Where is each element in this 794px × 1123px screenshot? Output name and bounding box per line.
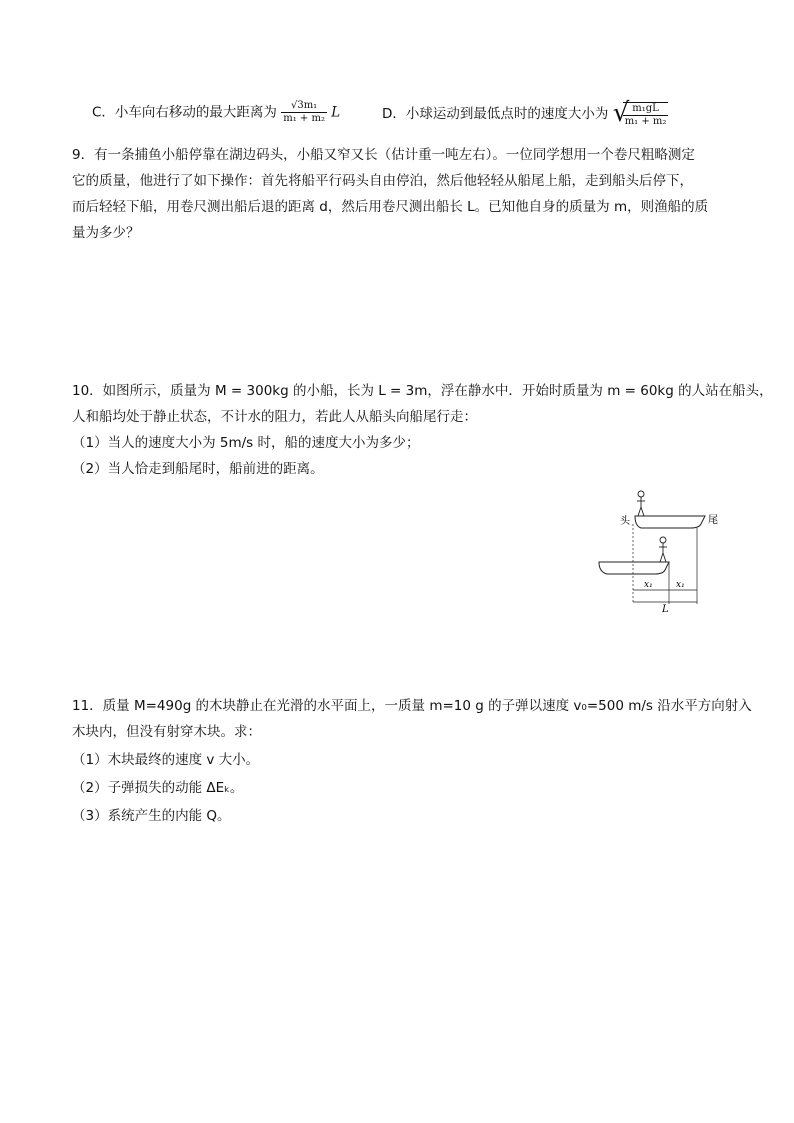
lower-boat xyxy=(599,562,669,574)
q9-line: 它的质量，他进行了如下操作：首先将船平行码头自由停泊，然后他轻轻从船尾上船，走到船头后停下， xyxy=(72,173,693,189)
q9-line: 量为多少？ xyxy=(72,225,140,241)
q11-line: （2）子弹损失的动能 ΔEₖ。 xyxy=(72,780,244,796)
q10-line: 10．如图所示，质量为 M = 300kg 的小船，长为 L = 3m，浮在静水中．开始时质量为 m = 60kg 的人站在船头， xyxy=(72,383,773,399)
label-x-boat: x₁ xyxy=(644,580,653,590)
q11-line: 11．质量 M=490g 的木块静止在光滑的水平面上，一质量 m=10 g 的子弹以速度 v₀=500 m/s 沿水平方向射入 xyxy=(72,698,752,714)
person-standing-tail xyxy=(659,537,667,562)
q10-line: （2）当人恰走到船尾时，船前进的距离。 xyxy=(72,461,324,477)
q8-option-c-fraction: $\frac{\text{√3m₁}}{\text{m₁ + m₂}}$ xyxy=(283,100,325,124)
boat-person-diagram xyxy=(595,486,725,614)
q8-option-c: C．小车向右移动的最大距离为 $\frac{\text{√3m₁}}{\text{m₁ + m₂}}$ L xyxy=(92,100,341,124)
upper-boat xyxy=(635,516,705,528)
q8-option-d: D．小球运动到最低点时的速度大小为 √ $\frac{\text{m₁gL}}{\text{m₁ + m₂}}$ xyxy=(382,98,667,128)
label-L: L xyxy=(662,604,669,614)
label-tail: 尾 xyxy=(708,515,718,526)
q10-line: （1）当人的速度大小为 5m/s 时，船的速度大小为多少； xyxy=(72,435,420,451)
q11-line: 木块内，但没有射穿木块。求： xyxy=(72,724,261,740)
q9-line: 9．有一条捕鱼小船停靠在湖边码头，小船又窄又长（估计重一吨左右）。一位同学想用一个卷尺粗略测定 xyxy=(72,147,695,163)
q10-line: 人和船均处于静止状态，不计水的阻力，若此人从船头向船尾行走： xyxy=(72,409,477,425)
person-standing-head xyxy=(637,491,645,516)
label-x-person: x₁ xyxy=(676,580,685,590)
q11-line: （1）木块最终的速度 v 大小。 xyxy=(72,752,260,768)
label-head: 头 xyxy=(620,516,630,527)
q8-option-d-sqrt: √ $\frac{\text{m₁gL}}{\text{m₁ + m₂}}$ xyxy=(612,98,667,128)
q11-line: （3）系统产生的内能 Q。 xyxy=(72,808,231,824)
q9-line: 而后轻轻下船，用卷尺测出船后退的距离 d，然后用卷尺测出船长 L。已知他自身的质量为 m，则渔船的质 xyxy=(72,199,709,215)
